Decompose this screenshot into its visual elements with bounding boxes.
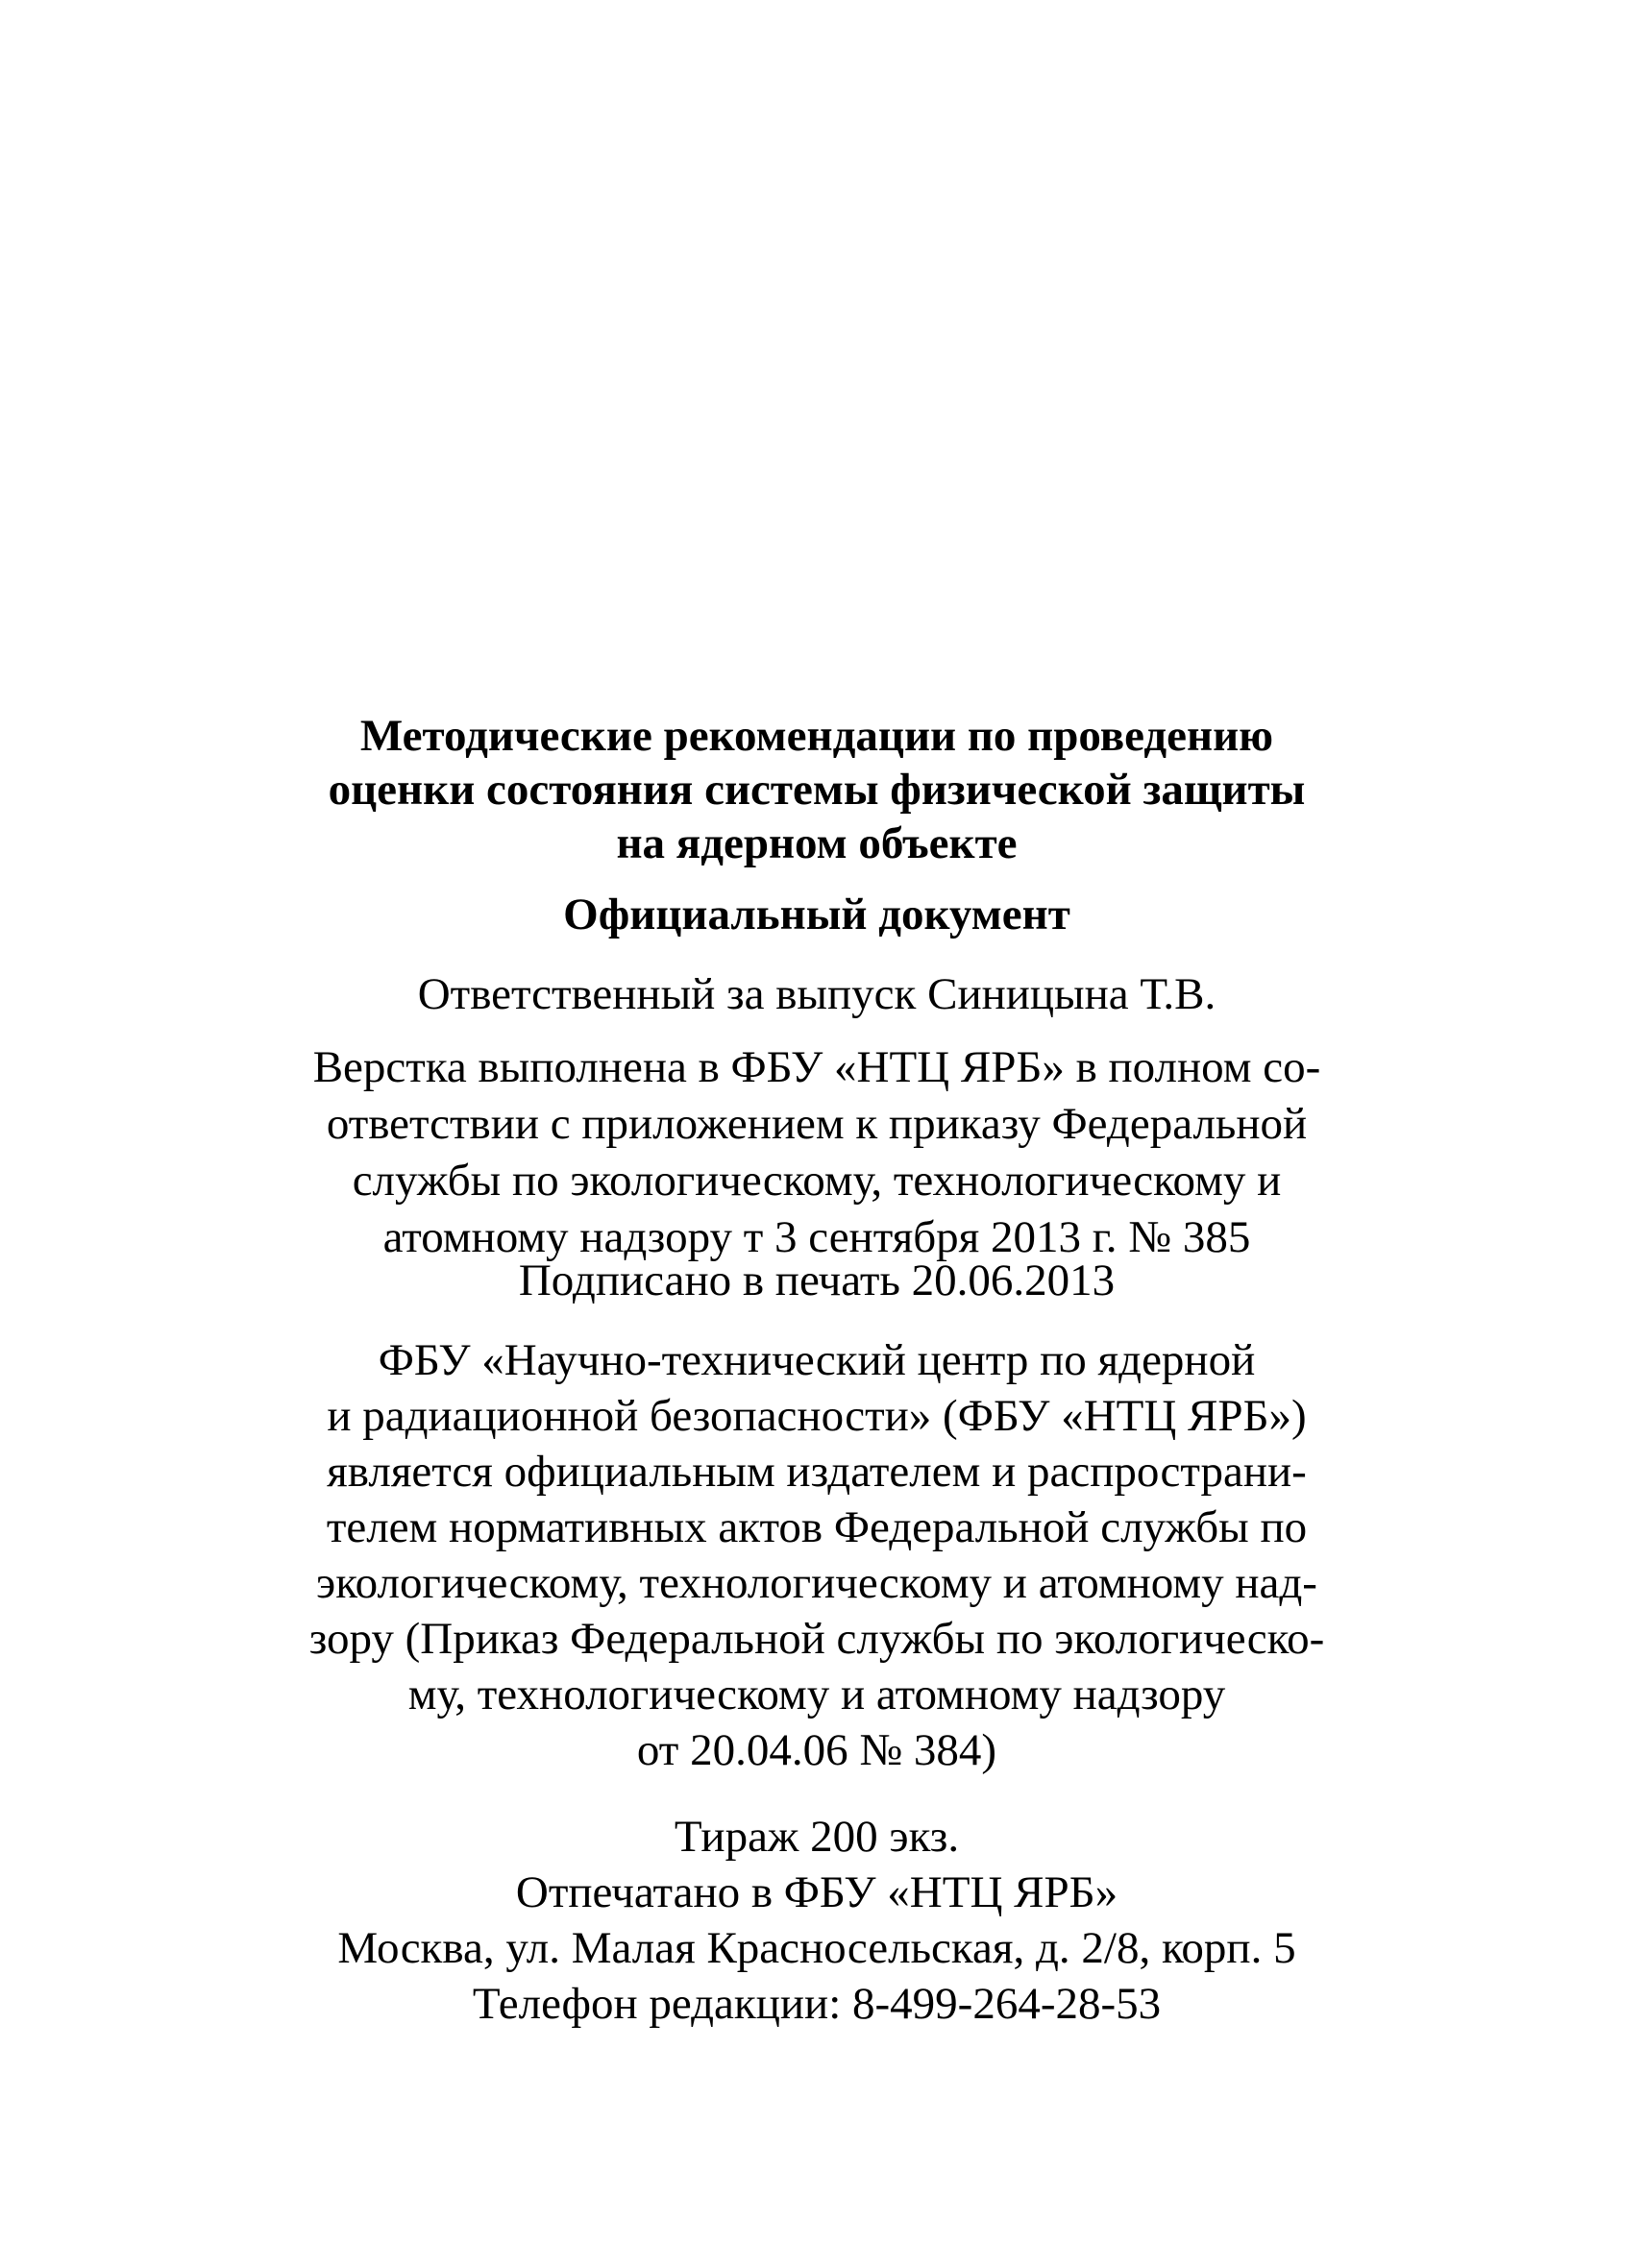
signed-text: Подписано в печать 20.06.2013 xyxy=(518,1256,1116,1305)
print-imprint xyxy=(250,1809,1384,2032)
title-line: на ядерном объекте xyxy=(616,818,1018,868)
document-subtitle xyxy=(250,888,1384,941)
publisher-line: от 20.04.06 № 384) xyxy=(636,1725,997,1775)
publisher-line: является официальным издателем и распространи- xyxy=(327,1447,1307,1497)
layout-note-line: атомному надзору т 3 сентября 2013 г. № 385 xyxy=(382,1212,1251,1262)
layout-note-line: службы по экологическому, технологическому и xyxy=(352,1156,1282,1206)
publisher-statement xyxy=(250,1332,1384,1778)
document-title xyxy=(250,709,1384,870)
responsible-text: Ответственный за выпуск Синицына Т.В. xyxy=(417,969,1216,1019)
printed-at: Отпечатано в ФБУ «НТЦ ЯРБ» xyxy=(515,1867,1118,1917)
publisher-line: ФБУ «Научно-технический центр по ядерной xyxy=(378,1335,1256,1385)
layout-note-line: ответствии с приложением к приказу Федеральной xyxy=(326,1099,1308,1149)
print-run: Тираж 200 экз. xyxy=(674,1812,960,1862)
publisher-line: му, технологическому и атомному надзору xyxy=(407,1670,1226,1719)
title-line: Методические рекомендации по проведению xyxy=(359,711,1274,761)
title-line: оценки состояния системы физической защиты xyxy=(328,765,1306,815)
signed-to-print xyxy=(250,1254,1384,1307)
responsible-person xyxy=(250,967,1384,1021)
subtitle-text: Официальный документ xyxy=(563,890,1070,939)
layout-note xyxy=(250,1039,1384,1266)
publisher-line: и радиационной безопасности» (ФБУ «НТЦ ЯРБ») xyxy=(327,1391,1307,1441)
address: Москва, ул. Малая Красносельская, д. 2/8, корп. 5 xyxy=(337,1923,1296,1973)
phone: Телефон редакции: 8-499-264-28-53 xyxy=(472,1979,1162,2029)
layout-note-line: Верстка выполнена в ФБУ «НТЦ ЯРБ» в полном со- xyxy=(312,1042,1321,1092)
publisher-line: экологическому, технологическому и атомному над- xyxy=(316,1558,1317,1608)
publisher-line: зору (Приказ Федеральной службы по экологическо- xyxy=(308,1614,1325,1664)
publisher-line: телем нормативных актов Федеральной службы по xyxy=(326,1502,1308,1552)
